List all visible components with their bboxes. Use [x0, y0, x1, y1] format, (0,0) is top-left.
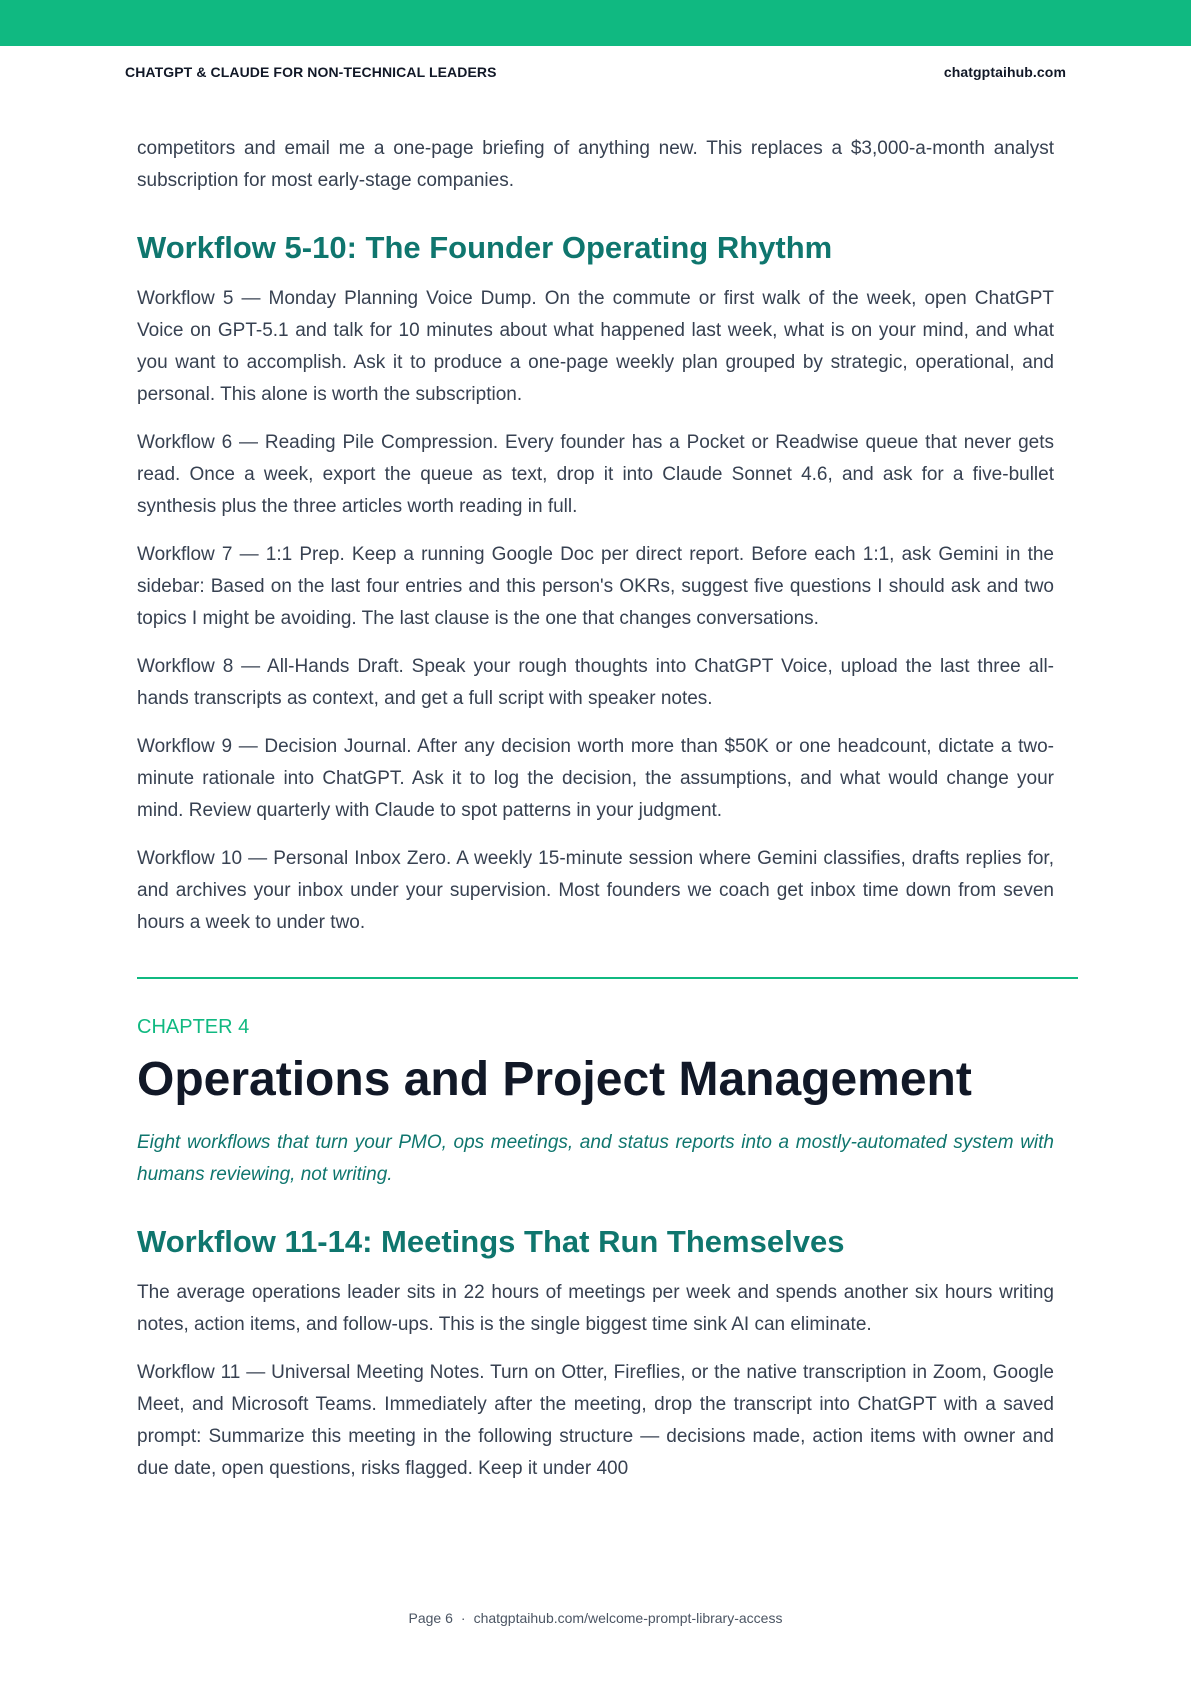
meetings-intro-paragraph: The average operations leader sits in 22 hours of meetings per week and spends another six hours writing notes, action items, and follow-ups. This is the single biggest time sink AI can eliminate. [137, 1282, 1054, 1335]
chapter-title: Operations and Project Management [137, 1053, 972, 1106]
intro-paragraph: competitors and email me a one-page briefing of anything new. This replaces a $3,000-a-month analyst subscription for most early-stage companies. [137, 138, 1054, 191]
section-heading-workflow-5-10: Workflow 5-10: The Founder Operating Rhythm [137, 230, 833, 265]
workflow-9-paragraph: Workflow 9 — Decision Journal. After any decision worth more than $50K or one headcount, dictate a two-minute rationale into ChatGPT. Ask it to log the decision, the assumptions, and what would change your mind. Review quarterly with Claude to spot patterns in your judgment. [137, 736, 1054, 821]
workflow-6-paragraph: Workflow 6 — Reading Pile Compression. Every founder has a Pocket or Readwise queue that never gets read. Once a week, export the queue as text, drop it into Claude Sonnet 4.6, and ask for a five-bullet synthesis plus the three articles worth reading in full. [137, 432, 1054, 517]
page-content [137, 133, 1054, 1501]
workflow-5-paragraph: Workflow 5 — Monday Planning Voice Dump. On the commute or first walk of the week, open ChatGPT Voice on GPT-5.1 and talk for 10 minutes about what happened last week, what is on your mind, and what you want to accomplish. Ask it to produce a one-page weekly plan grouped by strategic, operational, and personal. This alone is worth the subscription. [137, 288, 1054, 405]
header-site-link[interactable]: chatgptaihub.com [943, 64, 1066, 80]
workflow-8-paragraph: Workflow 8 — All-Hands Draft. Speak your rough thoughts into ChatGPT Voice, upload the last three all-hands transcripts as context, and get a full script with speaker notes. [137, 656, 1054, 709]
workflow-11-paragraph: Workflow 11 — Universal Meeting Notes. Turn on Otter, Fireflies, or the native transcription in Zoom, Google Meet, and Microsoft Teams. Immediately after the meeting, drop the transcript into ChatGPT with a saved prompt: Summarize this meeting in the following structure — decisions made, action items with owner and due date, open questions, risks flagged. Keep it under 400 [137, 1362, 1054, 1479]
chapter-lead: Eight workflows that turn your PMO, ops meetings, and status reports into a mostly-automated system with humans reviewing, not writing. [137, 1132, 1054, 1185]
running-header [125, 64, 1066, 80]
top-accent-bar [0, 0, 1191, 46]
footer-url[interactable]: chatgptaihub.com/welcome-prompt-library-access [473, 1610, 783, 1626]
workflow-10-paragraph: Workflow 10 — Personal Inbox Zero. A weekly 15-minute session where Gemini classifies, drafts replies for, and archives your inbox under your supervision. Most founders we coach get inbox time down from seven hours a week to under two. [137, 848, 1054, 933]
chapter-divider [137, 977, 1078, 979]
page-footer [0, 1610, 1191, 1626]
footer-separator: · [460, 1610, 466, 1626]
section-heading-workflow-11-14: Workflow 11-14: Meetings That Run Themselves [137, 1224, 845, 1259]
chapter-label: CHAPTER 4 [137, 1016, 250, 1038]
workflow-7-paragraph: Workflow 7 — 1:1 Prep. Keep a running Google Doc per direct report. Before each 1:1, ask Gemini in the sidebar: Based on the last four entries and this person's OKRs, suggest five questions I should ask and two topics I might be avoiding. The last clause is the one that changes conversations. [137, 544, 1054, 629]
header-book-title: CHATGPT & CLAUDE FOR NON-TECHNICAL LEADERS [125, 64, 497, 80]
footer-page-number: Page 6 [408, 1610, 453, 1626]
